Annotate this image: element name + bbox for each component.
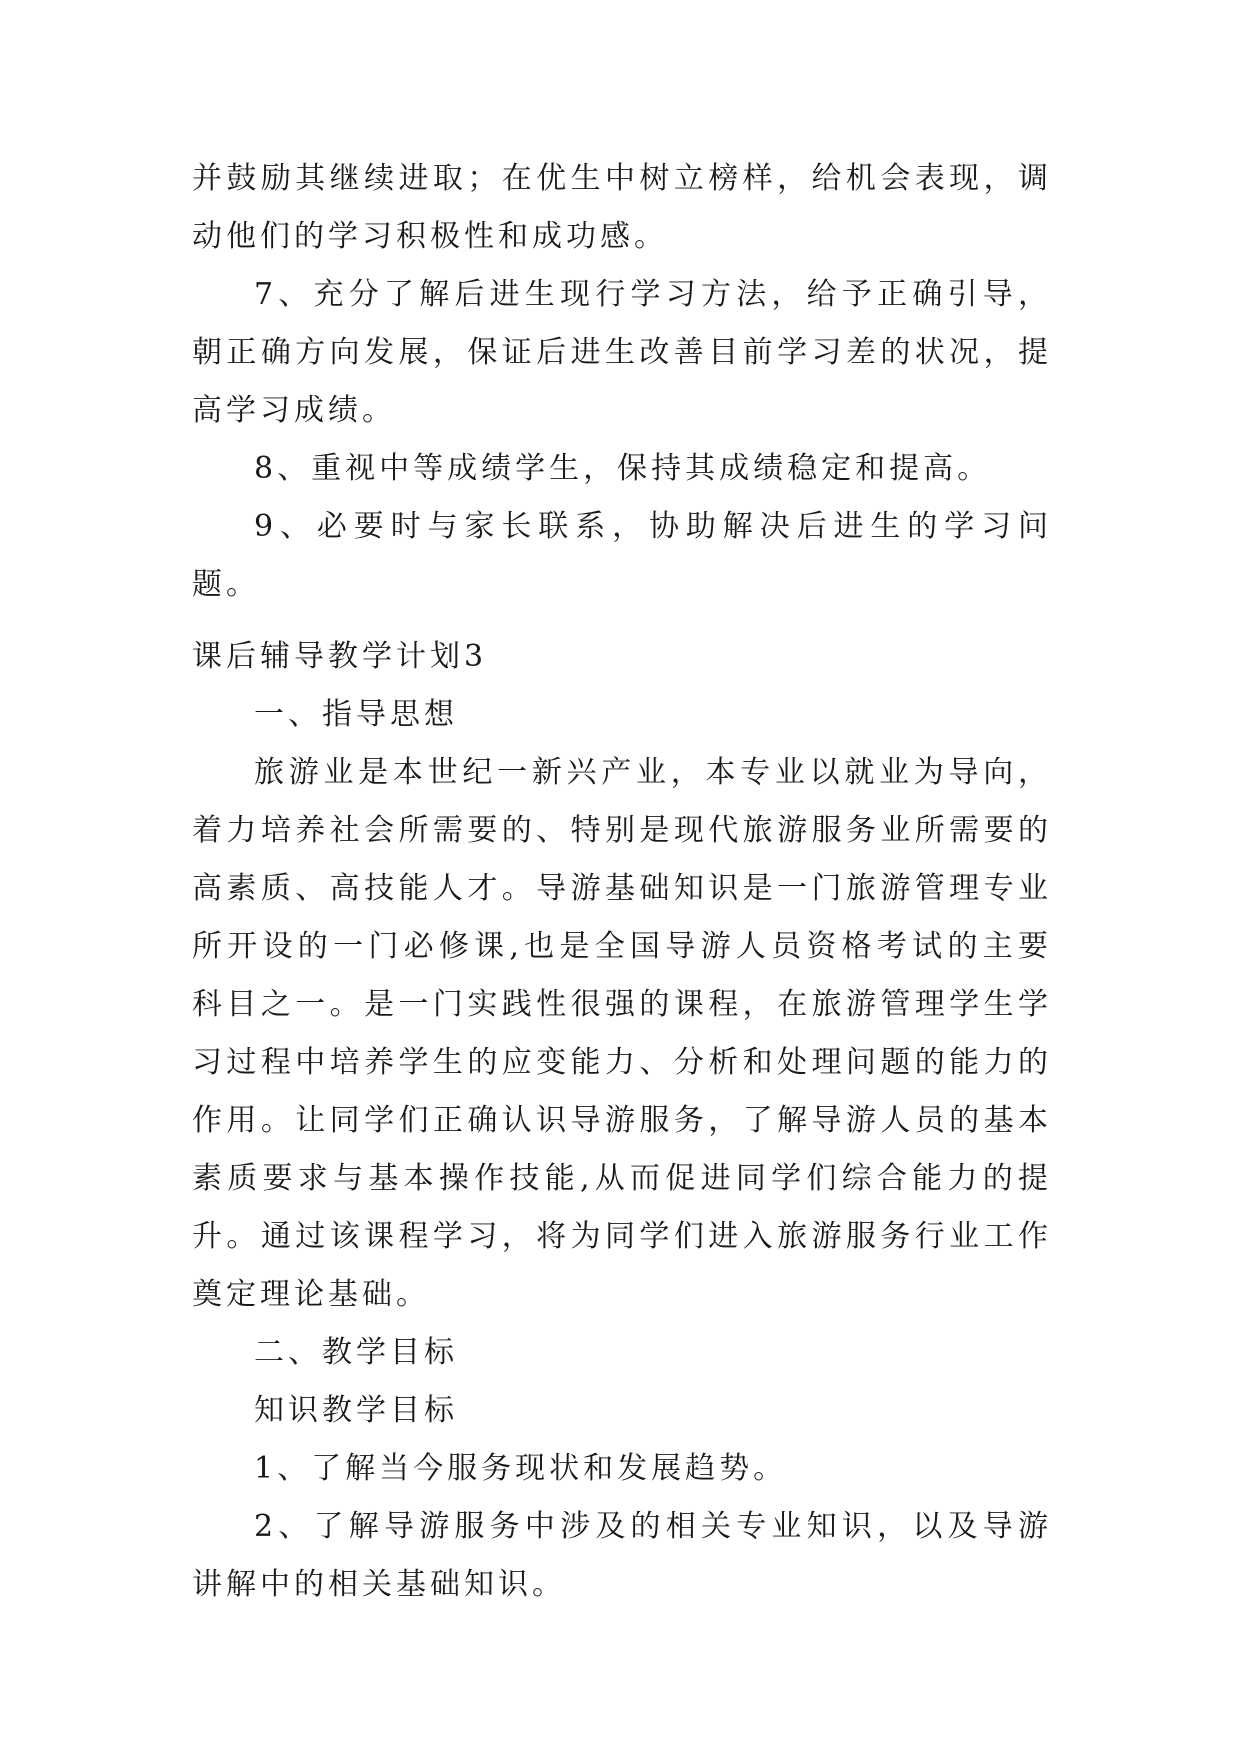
subheading-knowledge-goals: 知识教学目标 [254, 1393, 458, 1428]
goal-item-2: 2、了解导游服务中涉及的相关专业知识，以及导游讲解中的相关基础知识。 [192, 1509, 1052, 1602]
section-text-block [192, 686, 1052, 1614]
top-text-block [192, 150, 1052, 614]
paragraph-continuation: 并鼓励其继续进取；在优生中树立榜样，给机会表现，调动他们的学习积极性和成功感。 [192, 161, 1052, 254]
section-title: 课后辅导教学计划3 [192, 639, 488, 674]
paragraph-guiding-thought: 旅游业是本世纪一新兴产业，本专业以就业为导向，着力培养社会所需要的、特别是现代旅游服务业所需要的高素质、高技能人才。导游基础知识是一门旅游管理专业所开设的一门必修课,也是全国导游人员资格考试的主要科目之一。是一门实践性很强的课程，在旅游管理学生学习过程中培养学生的应变能力、分析和处理问题的能力的作用。让同学们正确认识导游服务，了解导游人员的基本素质要求与基本操作技能,从而促进同学们综合能力的提升。通过该课程学习，将为同学们进入旅游服务行业工作奠定理论基础。 [192, 755, 1052, 1312]
paragraph-item-9: 9、必要时与家长联系，协助解决后进生的学习问题。 [192, 509, 1052, 602]
paragraph-item-8: 8、重视中等成绩学生，保持其成绩稳定和提高。 [254, 451, 992, 486]
goal-item-1: 1、了解当今服务现状和发展趋势。 [254, 1451, 788, 1486]
subheading-teaching-goals: 二、教学目标 [254, 1335, 458, 1370]
subheading-guiding-thought: 一、指导思想 [254, 697, 458, 732]
paragraph-item-7: 7、充分了解后进生现行学习方法，给予正确引导，朝正确方向发展，保证后进生改善目前学习差的状况，提高学习成绩。 [192, 277, 1052, 428]
